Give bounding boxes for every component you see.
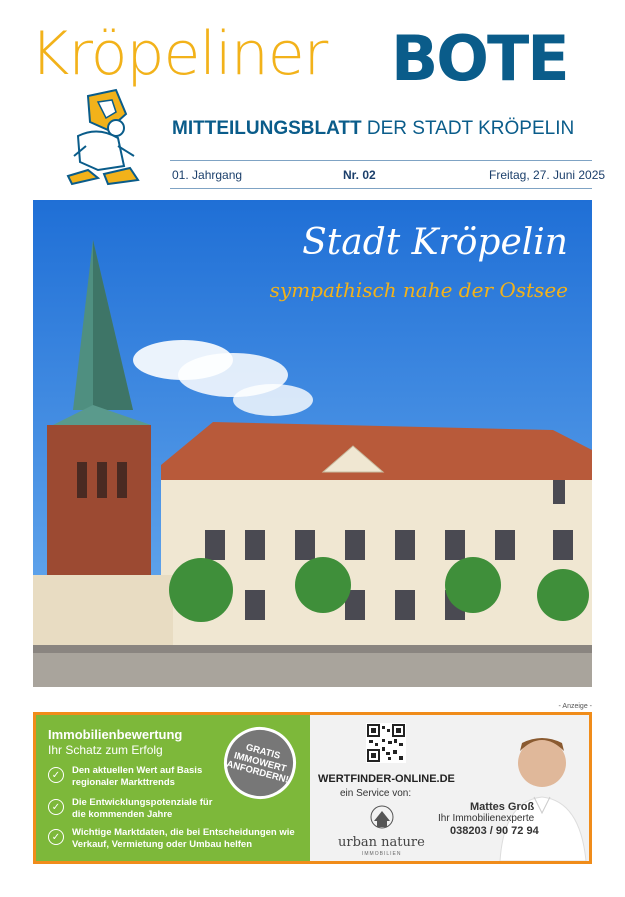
benefit-item <box>48 765 218 790</box>
benefit-text: Den aktuellen Wert auf Basis regionaler Markttrends <box>72 765 203 789</box>
masthead-title-kroepeliner: Kröpeliner <box>30 19 328 89</box>
advertisement[interactable] <box>33 712 592 864</box>
advert-tagline: Ihr Schatz zum Erfolg <box>48 743 163 757</box>
agent-role: Ihr Immobilienexperte <box>438 813 535 824</box>
divider-bottom <box>170 188 592 189</box>
masthead-title-bote: BOTE <box>391 22 568 95</box>
cover-title: Stadt Kröpelin <box>302 222 568 263</box>
agent-portrait <box>490 721 590 861</box>
town-mascot-logo <box>58 86 148 188</box>
website-link[interactable]: WERTFINDER-ONLINE.DE <box>318 773 455 785</box>
issue-number: Nr. 02 <box>343 168 376 182</box>
benefit-text: Wichtige Marktdaten, die bei Entscheidungen wie Verkauf, Vermietung oder Umbau helfen <box>72 827 295 851</box>
issue-date: Freitag, 27. Juni 2025 <box>489 168 606 182</box>
volume-label: 01. Jahrgang <box>172 168 243 182</box>
qr-code-icon[interactable] <box>366 723 406 763</box>
benefit-text: Die Entwicklungspotenziale für die kommenden Jahre <box>72 797 213 821</box>
brand-subtitle: IMMOBILIEN <box>362 851 402 857</box>
check-icon: ✓ <box>48 829 64 845</box>
benefit-item <box>48 827 298 852</box>
subtitle-rest: DER STADT KRÖPELIN <box>361 118 575 139</box>
advert-label: - Anzeige - <box>558 703 592 710</box>
masthead-subtitle <box>172 118 574 140</box>
subtitle-bold: MITTEILUNGSBLATT <box>172 118 362 139</box>
advert-green-panel <box>36 715 310 861</box>
advert-heading: Immobilienbewertung <box>48 727 183 742</box>
agent-name: Mattes Groß <box>470 801 535 813</box>
town-hall-illustration <box>33 200 592 687</box>
cover-photo <box>33 200 592 687</box>
advert-contact-panel <box>310 715 589 861</box>
agent-phone[interactable]: 038203 / 90 72 94 <box>450 825 539 837</box>
free-valuation-badge[interactable] <box>216 719 304 807</box>
service-text: ein Service von: <box>340 788 412 799</box>
divider-top <box>170 160 592 161</box>
badge-text: GRATIS IMMOWERT ANFORDERN! <box>225 741 290 787</box>
check-icon: ✓ <box>48 799 64 815</box>
brand-name: urban nature <box>338 835 425 850</box>
benefit-item <box>48 797 218 822</box>
cover-subtitle: sympathisch nahe der Ostsee <box>269 278 568 302</box>
check-icon: ✓ <box>48 767 64 783</box>
